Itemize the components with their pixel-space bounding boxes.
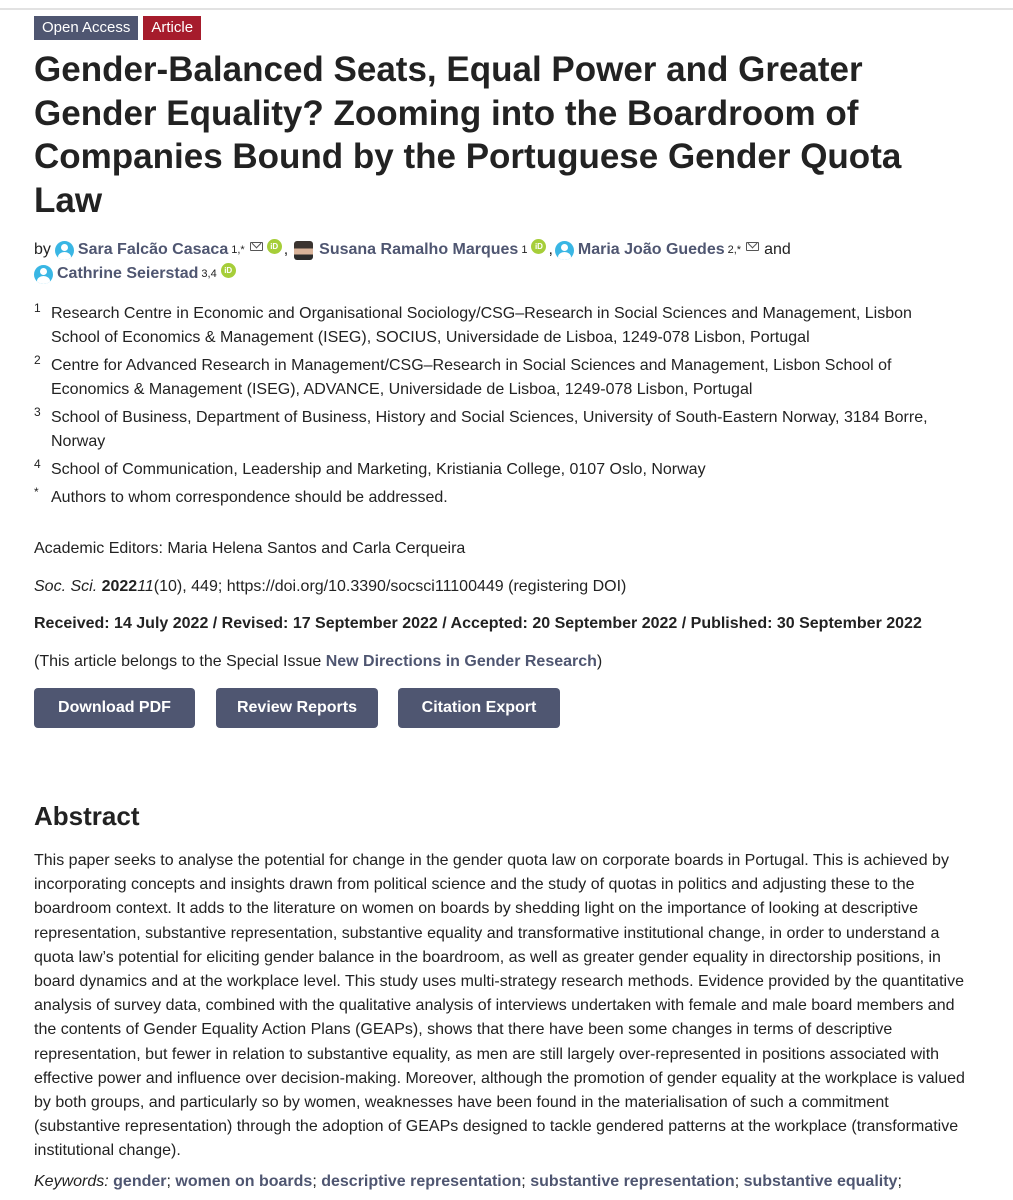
keywords-line: Keywords: gender; women on boards; descriptive representation; substantive representation; substantive equality;: [34, 1173, 902, 1190]
keywords-label: Keywords:: [34, 1173, 109, 1190]
orcid-icon[interactable]: iD: [267, 239, 282, 254]
abstract-heading: Abstract: [34, 801, 140, 831]
citation-rest: (10), 449; https://doi.org/10.3390/socsci11100449 (registering DOI): [153, 578, 627, 595]
authors-list: by Sara Falcão Casaca 1,* iD , Susana Ramalho Marques 1 iD , Maria João Guedes 2,* and Cathrine Seierstad 3,4 iD: [34, 238, 934, 286]
and-label: and: [764, 241, 791, 258]
download-pdf-button[interactable]: Download PDF: [34, 688, 195, 728]
keyword-link[interactable]: gender: [113, 1173, 167, 1190]
citation-volume: 11: [137, 578, 154, 595]
special-issue-note: (This article belongs to the Special Issue New Directions in Gender Research): [34, 653, 603, 670]
review-reports-button[interactable]: Review Reports: [216, 688, 378, 728]
affiliations: [34, 302, 964, 514]
keyword-link[interactable]: substantive representation: [530, 1173, 735, 1190]
affiliation-item: 3 School of Business, Department of Business, History and Social Sciences, University of South-Eastern Norway, 3184 Borre, Norway: [34, 405, 928, 450]
citation-line: [34, 575, 626, 599]
abstract-text: This paper seeks to analyse the potential for change in the gender quota law on corporate boards in Portugal. This is achieved by incorporating concepts and insights drawn from political science and the study of quotas in politics and adjusting these to the boardroom context. It adds to the literature on women on boards by shedding light on the importance of looking at descriptive representation, substantive representation, substantive equality and transformative institutional change, in order to understand a quota law’s potential for eliciting gender balance in the boardroom, as well as greater gender equality in directorship positions, in board dynamics and at the workplace level. This study uses multi-strategy research methods. Evidence provided by the quantitative analysis of survey data, combined with the qualitative analysis of interviews undertaken with female and male board members and the contents of Gender Equality Action Plans (GEAPs), shows that there have been some changes in terms of descriptive representation, but fewer in relation to substantive equality, as men are still largely over-represented in positions associated with effective power and influence over decision-making. Moreover, although the promotion of gender equality at the workplace is valued by both groups, and particularly so by women, weaknesses have been found in the materialisation of such a commitment (substantive representation) through the adoption of GEAPs designed to tackle gendered patterns at the workplace (transformative institutional change).: [34, 852, 965, 1160]
author-photo-icon[interactable]: [294, 241, 313, 260]
author-link[interactable]: Cathrine Seierstad: [57, 265, 199, 282]
open-access-badge[interactable]: Open Access: [34, 16, 138, 40]
by-label: by: [34, 241, 51, 258]
keyword-link[interactable]: women on boards: [175, 1173, 313, 1190]
orcid-icon[interactable]: iD: [221, 263, 236, 278]
badges: [34, 16, 201, 40]
affiliation-item: 4 School of Communication, Leadership and Marketing, Kristiania College, 0107 Oslo, Norway: [34, 457, 706, 478]
author-link[interactable]: Maria João Guedes: [577, 241, 725, 258]
author-link[interactable]: Susana Ramalho Marques: [319, 241, 519, 258]
email-icon[interactable]: [746, 242, 759, 251]
publication-dates: Received: 14 July 2022 / Revised: 17 September 2022 / Accepted: 20 September 2022 / Published: 30 September 2022: [34, 615, 922, 632]
article-title: Gender-Balanced Seats, Equal Power and Greater Gender Equality? Zooming into the Boardroom of Companies Bound by the Portuguese Gender Quota Law: [34, 50, 902, 220]
author-profile-icon[interactable]: [34, 265, 53, 284]
author-link[interactable]: Sara Falcão Casaca: [77, 241, 229, 258]
keyword-link[interactable]: substantive equality: [743, 1173, 898, 1190]
citation-export-button[interactable]: Citation Export: [398, 688, 560, 728]
email-icon[interactable]: [250, 242, 263, 251]
author-affiliation-sup: 1: [521, 243, 528, 256]
author-profile-icon[interactable]: [55, 241, 74, 260]
journal-name: Soc. Sci.: [34, 578, 98, 595]
author-affiliation-sup: 2,*: [727, 243, 742, 256]
correspondence-note: * Authors to whom correspondence should be addressed.: [34, 485, 448, 506]
keyword-link[interactable]: descriptive representation: [321, 1173, 522, 1190]
affiliation-item: 2 Centre for Advanced Research in Management/CSG–Research in Social Sciences and Management, Lisbon School of Economics & Management (ISEG), ADVANCE, Universidade de Lisboa, 1249-078 Lisbon, Portugal: [34, 353, 892, 398]
academic-editors: Academic Editors: Maria Helena Santos and Carla Cerqueira: [34, 540, 466, 557]
affiliation-item: 1 Research Centre in Economic and Organisational Sociology/CSG–Research in Social Sciences and Management, Lisbon School of Economics & Management (ISEG), SOCIUS, Universidade de Lisboa, 1249-078 Lisbon, Portugal: [34, 301, 912, 346]
article-type-badge: Article: [143, 16, 201, 40]
author-profile-icon[interactable]: [555, 241, 574, 260]
special-issue-link[interactable]: New Directions in Gender Research: [325, 653, 597, 670]
citation-year: 2022: [101, 578, 138, 595]
author-affiliation-sup: 3,4: [201, 267, 217, 280]
action-buttons: [34, 688, 560, 728]
top-bar: [0, 0, 1013, 10]
orcid-icon[interactable]: iD: [531, 239, 546, 254]
author-affiliation-sup: 1,*: [231, 243, 245, 256]
